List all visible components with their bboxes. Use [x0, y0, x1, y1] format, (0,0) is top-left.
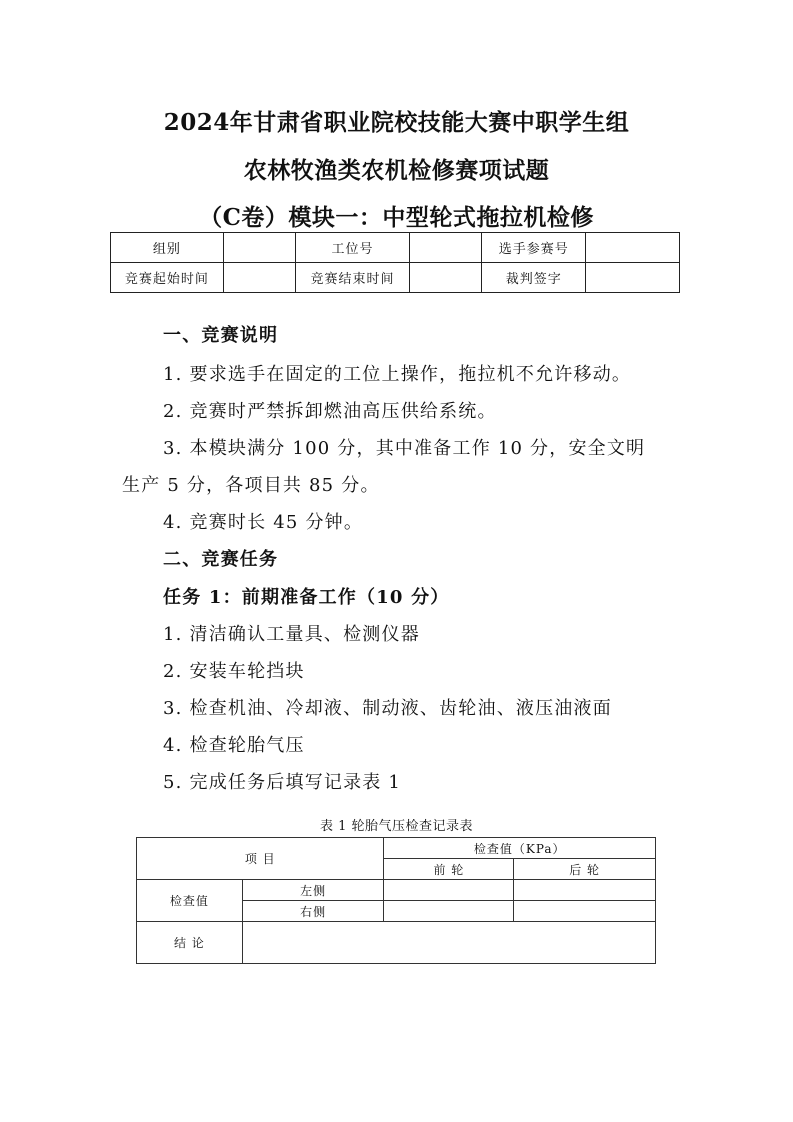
contestant-number-label: 选手参赛号	[482, 233, 586, 263]
group-field[interactable]	[223, 233, 295, 263]
group-label: 组别	[111, 233, 224, 263]
section1-item-3-line-1: 3. 本模块满分 100 分，其中准备工作 10 分，安全文明	[163, 438, 646, 459]
section1-item-2: 2. 竞赛时严禁拆卸燃油高压供给系统。	[163, 401, 497, 422]
end-time-field[interactable]	[410, 263, 482, 293]
table-row	[137, 838, 656, 859]
right-side-label: 右侧	[242, 901, 384, 922]
task1-item-3: 3. 检查机油、冷却液、制动液、齿轮油、液压油液面	[163, 698, 612, 719]
task1-heading: 任务 1：前期准备工作（10 分）	[163, 587, 450, 608]
start-time-label: 竞赛起始时间	[111, 263, 224, 293]
record-table-caption: 表 1 轮胎气压检查记录表	[319, 819, 474, 834]
check-value-header: 检查值（KPa）	[384, 838, 656, 859]
left-side-label: 左侧	[242, 880, 384, 901]
task1-item-4: 4. 检查轮胎气压	[163, 735, 305, 756]
table-row	[111, 233, 680, 263]
title-line-3: （C卷）模块一：中型轮式拖拉机检修	[199, 204, 594, 231]
conclusion-field[interactable]	[242, 922, 655, 964]
judge-signature-label: 裁判签字	[482, 263, 586, 293]
conclusion-label: 结 论	[137, 922, 243, 964]
task1-item-1: 1. 清洁确认工量具、检测仪器	[163, 624, 420, 645]
tire-pressure-record-table	[136, 837, 656, 964]
section1-item-3-line-2: 生产 5 分，各项目共 85 分。	[122, 475, 380, 496]
item-header: 项 目	[137, 838, 384, 880]
front-wheel-header: 前 轮	[384, 859, 514, 880]
right-front-value-cell[interactable]	[384, 901, 514, 922]
section1-item-1: 1. 要求选手在固定的工位上操作，拖拉机不允许移动。	[163, 364, 632, 385]
contestant-info-table	[110, 232, 680, 293]
task1-item-2: 2. 安装车轮挡块	[163, 661, 305, 682]
contestant-number-field[interactable]	[586, 233, 680, 263]
left-front-value-cell[interactable]	[384, 880, 514, 901]
left-rear-value-cell[interactable]	[514, 880, 656, 901]
title-line-1: 2024年甘肃省职业院校技能大赛中职学生组	[163, 109, 630, 136]
end-time-label: 竞赛结束时间	[295, 263, 410, 293]
right-rear-value-cell[interactable]	[514, 901, 656, 922]
table-row	[137, 922, 656, 964]
check-value-row-label: 检查值	[137, 880, 243, 922]
judge-signature-field[interactable]	[586, 263, 680, 293]
start-time-field[interactable]	[223, 263, 295, 293]
rear-wheel-header: 后 轮	[514, 859, 656, 880]
section1-heading: 一、竞赛说明	[163, 325, 279, 346]
task1-item-5: 5. 完成任务后填写记录表 1	[163, 772, 402, 793]
section2-heading: 二、竞赛任务	[163, 549, 279, 570]
section1-item-4: 4. 竞赛时长 45 分钟。	[163, 512, 364, 533]
table-row	[137, 880, 656, 901]
table-row	[111, 263, 680, 293]
title-line-2: 农林牧渔类农机检修赛项试题	[243, 157, 550, 184]
station-label: 工位号	[295, 233, 410, 263]
station-field[interactable]	[410, 233, 482, 263]
